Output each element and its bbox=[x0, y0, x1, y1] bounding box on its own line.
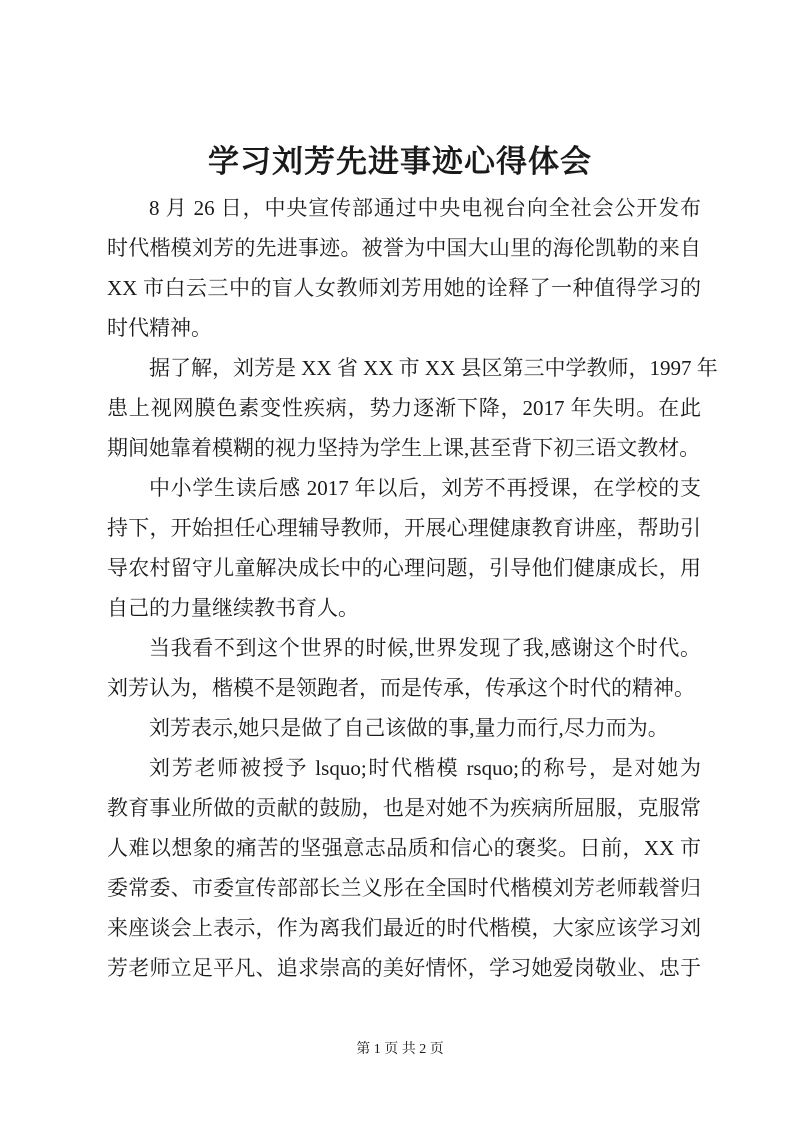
document-title: 学习刘芳先进事迹心得体会 bbox=[208, 144, 592, 179]
paragraph bbox=[107, 188, 701, 348]
paragraph bbox=[107, 348, 718, 468]
paragraph-line: 时代精神。 bbox=[107, 316, 212, 340]
paragraph-line: 8 月 26 日，中央宣传部通过中央电视台向全社会公开发布 bbox=[149, 196, 701, 220]
paragraph bbox=[107, 628, 701, 708]
paragraph-line: 刘芳老师被授予 lsquo;时代楷模 rsquo;的称号，是对她为 bbox=[149, 756, 701, 780]
paragraph-line: 期间她靠着模糊的视力坚持为学生上课,甚至背下初三语文教材。 bbox=[107, 436, 701, 460]
paragraph-line: 自己的力量继续教书育人。 bbox=[107, 596, 359, 620]
document-body bbox=[107, 188, 718, 988]
paragraph-line: 芳老师立足平凡、追求崇高的美好情怀，学习她爱岗敬业、忠于 bbox=[107, 956, 701, 980]
paragraph-line: XX 市白云三中的盲人女教师刘芳用她的诠释了一种值得学习的 bbox=[107, 276, 701, 300]
paragraph-line: 持下，开始担任心理辅导教师，开展心理健康教育讲座，帮助引 bbox=[107, 516, 701, 540]
paragraph-line: 据了解，刘芳是 XX 省 XX 市 XX 县区第三中学教师，1997 年 bbox=[149, 356, 718, 380]
paragraph-line: 来座谈会上表示，作为离我们最近的时代楷模，大家应该学习刘 bbox=[107, 916, 701, 940]
paragraph-line: 委常委、市委宣传部部长兰义彤在全国时代楷模刘芳老师载誉归 bbox=[107, 876, 701, 900]
paragraph-line: 人难以想象的痛苦的坚强意志品质和信心的褒奖。日前，XX 市 bbox=[107, 836, 701, 860]
paragraph-line: 导农村留守儿童解决成长中的心理问题，引导他们健康成长，用 bbox=[107, 556, 701, 580]
paragraph-line: 时代楷模刘芳的先进事迹。被誉为中国大山里的海伦凯勒的来自 bbox=[107, 236, 701, 260]
paragraph-line: 当我看不到这个世界的时候,世界发现了我,感谢这个时代。 bbox=[149, 636, 701, 660]
paragraph bbox=[107, 468, 701, 628]
paragraph bbox=[107, 708, 701, 748]
paragraph-line: 教育事业所做的贡献的鼓励，也是对她不为疾病所屈服，克服常 bbox=[107, 796, 701, 820]
paragraph bbox=[107, 748, 701, 988]
page-footer: 第 1 页 共 2 页 bbox=[356, 1042, 444, 1057]
paragraph-line: 患上视网膜色素变性疾病，势力逐渐下降，2017 年失明。在此 bbox=[107, 396, 701, 420]
paragraph-line: 刘芳认为，楷模不是领跑者，而是传承，传承这个时代的精神。 bbox=[107, 676, 695, 700]
paragraph-line: 刘芳表示,她只是做了自己该做的事,量力而行,尽力而为。 bbox=[149, 716, 669, 740]
paragraph-line: 中小学生读后感 2017 年以后，刘芳不再授课，在学校的支 bbox=[149, 476, 701, 500]
